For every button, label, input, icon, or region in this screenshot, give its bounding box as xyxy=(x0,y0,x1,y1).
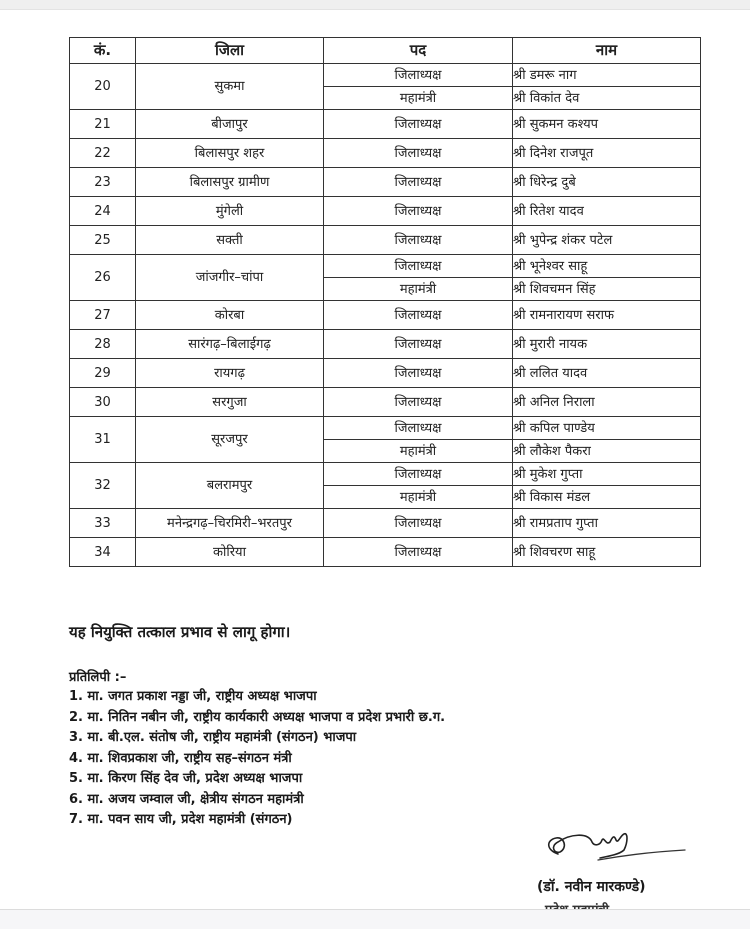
district-cell: सरगुजा xyxy=(136,388,324,417)
name-cell: श्री रामप्रताप गुप्ता xyxy=(513,509,701,538)
table-row xyxy=(70,463,701,486)
post-cell: जिलाध्यक्ष xyxy=(324,301,513,330)
signature-image xyxy=(540,820,690,870)
name-cell: श्री लौकेश पैकरा xyxy=(513,440,701,463)
table-row xyxy=(70,359,701,388)
serial-no-cell: 29 xyxy=(70,359,136,388)
name-cell: श्री ललित यादव xyxy=(513,359,701,388)
table-row xyxy=(70,197,701,226)
copy-item: 5. मा. किरण सिंह देव जी, प्रदेश अध्यक्ष भाजपा xyxy=(69,771,303,786)
copy-item: 7. मा. पवन साय जी, प्रदेश महामंत्री (संगठन) xyxy=(69,812,293,827)
header-district: जिला xyxy=(136,38,324,64)
district-cell: जांजगीर–चांपा xyxy=(136,255,324,301)
effect-note: यह नियुक्ति तत्काल प्रभाव से लागू होगा। xyxy=(69,623,291,641)
viewer-bottom-bar xyxy=(0,909,750,929)
district-cell: सुकमा xyxy=(136,64,324,110)
header-serial-no: कं. xyxy=(70,38,136,64)
copy-item: 1. मा. जगत प्रकाश नड्डा जी, राष्ट्रीय अध्यक्ष भाजपा xyxy=(69,689,317,704)
table-body xyxy=(70,64,701,567)
serial-no-cell: 34 xyxy=(70,538,136,567)
post-cell: जिलाध्यक्ष xyxy=(324,197,513,226)
copy-item: 4. मा. शिवप्रकाश जी, राष्ट्रीय सह–संगठन मंत्री xyxy=(69,750,292,766)
post-cell: महामंत्री xyxy=(324,486,513,509)
post-cell: महामंत्री xyxy=(324,440,513,463)
name-cell: श्री रितेश यादव xyxy=(513,197,701,226)
district-cell: बीजापुर xyxy=(136,110,324,139)
district-cell: सूरजपुर xyxy=(136,417,324,463)
district-cell: रायगढ़ xyxy=(136,359,324,388)
post-cell: जिलाध्यक्ष xyxy=(324,509,513,538)
name-cell: श्री डमरू नाग xyxy=(513,64,701,87)
post-cell: जिलाध्यक्ष xyxy=(324,139,513,168)
copy-item: 6. मा. अजय जम्वाल जी, क्षेत्रीय संगठन महामंत्री xyxy=(69,791,304,807)
signatory-name: (डॉ. नवीन मारकण्डे) xyxy=(537,879,646,895)
serial-no-cell: 30 xyxy=(70,388,136,417)
table-row xyxy=(70,417,701,440)
district-cell: मुंगेली xyxy=(136,197,324,226)
table-row xyxy=(70,64,701,87)
name-cell: श्री विकास मंडल xyxy=(513,486,701,509)
post-cell: जिलाध्यक्ष xyxy=(324,168,513,197)
district-cell: कोरबा xyxy=(136,301,324,330)
table-row xyxy=(70,538,701,567)
table-row xyxy=(70,388,701,417)
table-row xyxy=(70,226,701,255)
name-cell: श्री रामनारायण सराफ xyxy=(513,301,701,330)
post-cell: जिलाध्यक्ष xyxy=(324,330,513,359)
serial-no-cell: 21 xyxy=(70,110,136,139)
serial-no-cell: 25 xyxy=(70,226,136,255)
name-cell: श्री अनिल निराला xyxy=(513,388,701,417)
name-cell: श्री मुकेश गुप्ता xyxy=(513,463,701,486)
serial-no-cell: 24 xyxy=(70,197,136,226)
table-row xyxy=(70,301,701,330)
post-cell: महामंत्री xyxy=(324,278,513,301)
serial-no-cell: 23 xyxy=(70,168,136,197)
district-cell: सारंगढ़–बिलाईगढ़ xyxy=(136,330,324,359)
name-cell: श्री भुपेन्द्र शंकर पटेल xyxy=(513,226,701,255)
post-cell: जिलाध्यक्ष xyxy=(324,538,513,567)
post-cell: जिलाध्यक्ष xyxy=(324,417,513,440)
name-cell: श्री शिवचरण साहू xyxy=(513,538,701,567)
table-row xyxy=(70,255,701,278)
table-header-row xyxy=(70,38,701,64)
serial-no-cell: 20 xyxy=(70,64,136,110)
table-row xyxy=(70,139,701,168)
serial-no-cell: 32 xyxy=(70,463,136,509)
name-cell: श्री धिरेन्द्र दुबे xyxy=(513,168,701,197)
name-cell: श्री दिनेश राजपूत xyxy=(513,139,701,168)
name-cell: श्री शिवचमन सिंह xyxy=(513,278,701,301)
district-cell: मनेन्द्रगढ़–चिरमिरी–भरतपुर xyxy=(136,509,324,538)
post-cell: जिलाध्यक्ष xyxy=(324,463,513,486)
post-cell: जिलाध्यक्ष xyxy=(324,359,513,388)
serial-no-cell: 33 xyxy=(70,509,136,538)
post-cell: महामंत्री xyxy=(324,87,513,110)
header-post: पद xyxy=(324,38,513,64)
post-cell: जिलाध्यक्ष xyxy=(324,255,513,278)
name-cell: श्री मुरारी नायक xyxy=(513,330,701,359)
viewer-top-bar xyxy=(0,0,750,10)
name-cell: श्री भूनेश्वर साहू xyxy=(513,255,701,278)
district-cell: बिलासपुर शहर xyxy=(136,139,324,168)
district-cell: बिलासपुर ग्रामीण xyxy=(136,168,324,197)
post-cell: जिलाध्यक्ष xyxy=(324,388,513,417)
table-row xyxy=(70,330,701,359)
copy-item: 3. मा. बी.एल. संतोष जी, राष्ट्रीय महामंत्री (संगठन) भाजपा xyxy=(69,730,357,745)
post-cell: जिलाध्यक्ष xyxy=(324,110,513,139)
serial-no-cell: 31 xyxy=(70,417,136,463)
district-cell: बलरामपुर xyxy=(136,463,324,509)
serial-no-cell: 27 xyxy=(70,301,136,330)
serial-no-cell: 28 xyxy=(70,330,136,359)
header-name: नाम xyxy=(513,38,701,64)
serial-no-cell: 22 xyxy=(70,139,136,168)
name-cell: श्री सुकमन कश्यप xyxy=(513,110,701,139)
appointments-table xyxy=(69,37,701,567)
name-cell: श्री विकांत देव xyxy=(513,87,701,110)
serial-no-cell: 26 xyxy=(70,255,136,301)
table-row xyxy=(70,509,701,538)
signatory-title xyxy=(545,900,675,909)
copies-heading: प्रतिलिपी :– xyxy=(69,670,127,685)
district-cell: कोरिया xyxy=(136,538,324,567)
table-row xyxy=(70,110,701,139)
post-cell: जिलाध्यक्ष xyxy=(324,226,513,255)
copy-item: 2. मा. नितिन नबीन जी, राष्ट्रीय कार्यकारी अध्यक्ष भाजपा व प्रदेश प्रभारी छ.ग. xyxy=(69,709,446,725)
name-cell: श्री कपिल पाण्डेय xyxy=(513,417,701,440)
district-cell: सक्ती xyxy=(136,226,324,255)
table-row xyxy=(70,168,701,197)
post-cell: जिलाध्यक्ष xyxy=(324,64,513,87)
copies-list xyxy=(69,687,445,831)
